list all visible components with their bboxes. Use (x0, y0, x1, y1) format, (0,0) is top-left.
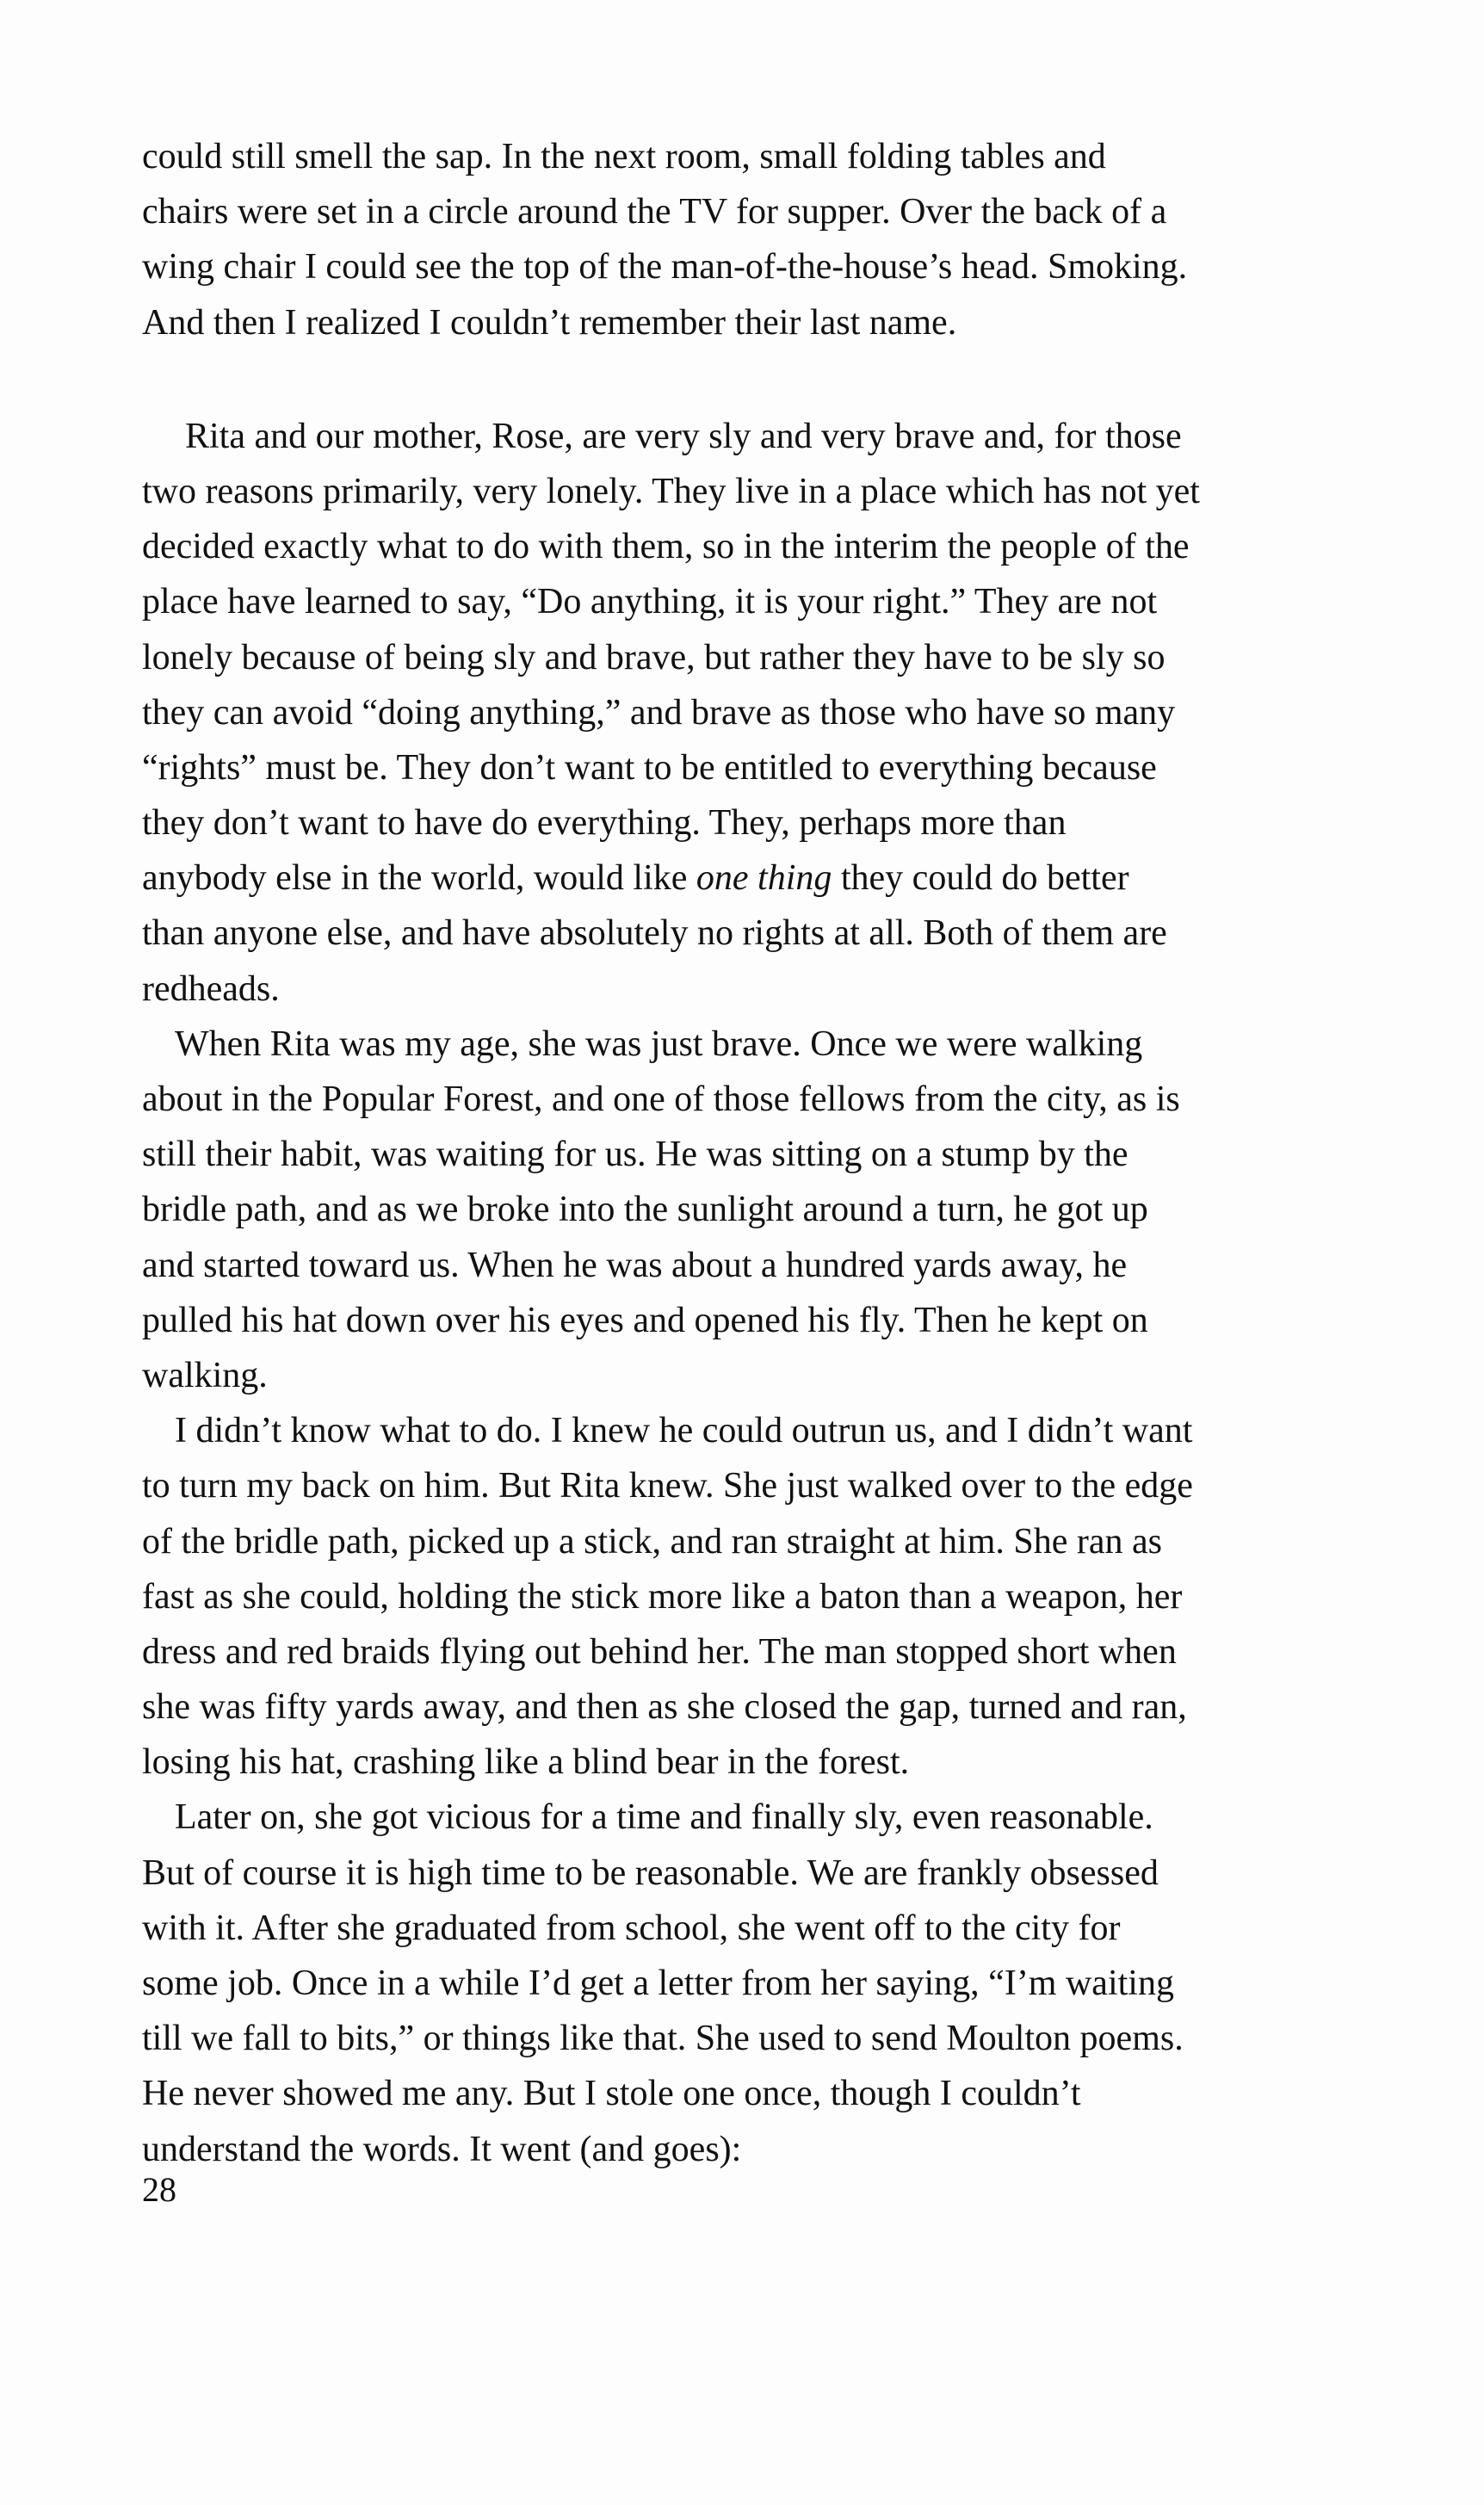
page-number: 28 (142, 2170, 176, 2209)
text-line: wing chair I could see the top of the man-of-the-house’s head. Smoking. (142, 247, 1188, 288)
text-line: with it. After she graduated from school, she went off to the city for (142, 1908, 1121, 1948)
text-line: He never showed me any. But I stole one once, though I couldn’t (142, 2074, 1081, 2114)
text-line: lonely because of being sly and brave, but rather they have to be sly so (142, 637, 1166, 677)
paragraph (142, 409, 1364, 1017)
paragraph (142, 1790, 1364, 2176)
text-line: dress and red braids flying out behind her. The man stopped short when (142, 1631, 1177, 1672)
section-break (142, 350, 1364, 409)
text-line: walking. (142, 1355, 268, 1395)
text-line: they don’t want to have do everything. They, perhaps more than (142, 803, 1067, 844)
text-line: than anyone else, and have absolutely no rights at all. Both of them are (142, 913, 1167, 954)
text-line: and started toward us. When he was about a hundred yards away, he (142, 1245, 1128, 1285)
text-line: understand the words. It went (and goes): (142, 2129, 742, 2169)
text-line: of the bridle path, picked up a stick, and ran straight at him. She ran as (142, 1521, 1163, 1562)
text-line (142, 850, 1364, 906)
text-line: bridle path, and as we broke into the sunlight around a turn, he got up (142, 1190, 1148, 1230)
text-line: pulled his hat down over his eyes and opened his fly. Then he kept on (142, 1300, 1148, 1340)
text-line: still their habit, was waiting for us. He was sitting on a stump by the (142, 1135, 1128, 1175)
text-line: And then I realized I couldn’t remember their last name. (142, 302, 957, 343)
text-line: they can avoid “doing anything,” and brave as those who have so many (142, 692, 1176, 733)
text-line: place have learned to say, “Do anything, it is your right.” They are not (142, 582, 1158, 622)
text-line: fast as she could, holding the stick more like a baton than a weapon, her (142, 1576, 1183, 1617)
text-line: till we fall to bits,” or things like that. She used to send Moulton poems. (142, 2019, 1184, 2059)
text-line: chairs were set in a circle around the TV for supper. Over the back of a (142, 192, 1167, 232)
paragraph (142, 129, 1364, 350)
paragraph (142, 1017, 1364, 1403)
text-line: decided exactly what to do with them, so in the interim the people of the (142, 527, 1190, 567)
text-segment: anybody else in the world, would like (142, 858, 696, 899)
text-line: redheads. (142, 968, 280, 1009)
paragraph (142, 1403, 1364, 1790)
text-segment: they could do better (832, 858, 1129, 899)
text-line: Rita and our mother, Rose, are very sly and very brave and, for those (185, 416, 1182, 456)
text-line: losing his hat, crashing like a blind bear in the forest. (142, 1742, 910, 1783)
text-line: to turn my back on him. But Rita knew. She just walked over to the edge (142, 1466, 1193, 1506)
text-line: Later on, she got vicious for a time and finally sly, even reasonable. (175, 1797, 1153, 1838)
text-line: When Rita was my age, she was just brave. Once we were walking (175, 1024, 1143, 1064)
text-line: I didn’t know what to do. I knew he could outrun us, and I didn’t want (175, 1411, 1193, 1451)
text-line: “rights” must be. They don’t want to be entitled to everything because (142, 747, 1157, 788)
body-text (142, 129, 1364, 2177)
text-line: about in the Popular Forest, and one of those fellows from the city, as is (142, 1079, 1180, 1119)
text-line: she was fifty yards away, and then as she closed the gap, turned and ran, (142, 1687, 1187, 1728)
text-line: could still smell the sap. In the next room, small folding tables and (142, 137, 1106, 176)
text-line: But of course it is high time to be reasonable. We are frankly obsessed (142, 1852, 1159, 1893)
text-line: some job. Once in a while I’d get a letter from her saying, “I’m waiting (142, 1964, 1174, 2003)
italic-phrase: one thing (696, 858, 832, 899)
text-line: two reasons primarily, very lonely. They live in a place which has not yet (142, 471, 1200, 511)
